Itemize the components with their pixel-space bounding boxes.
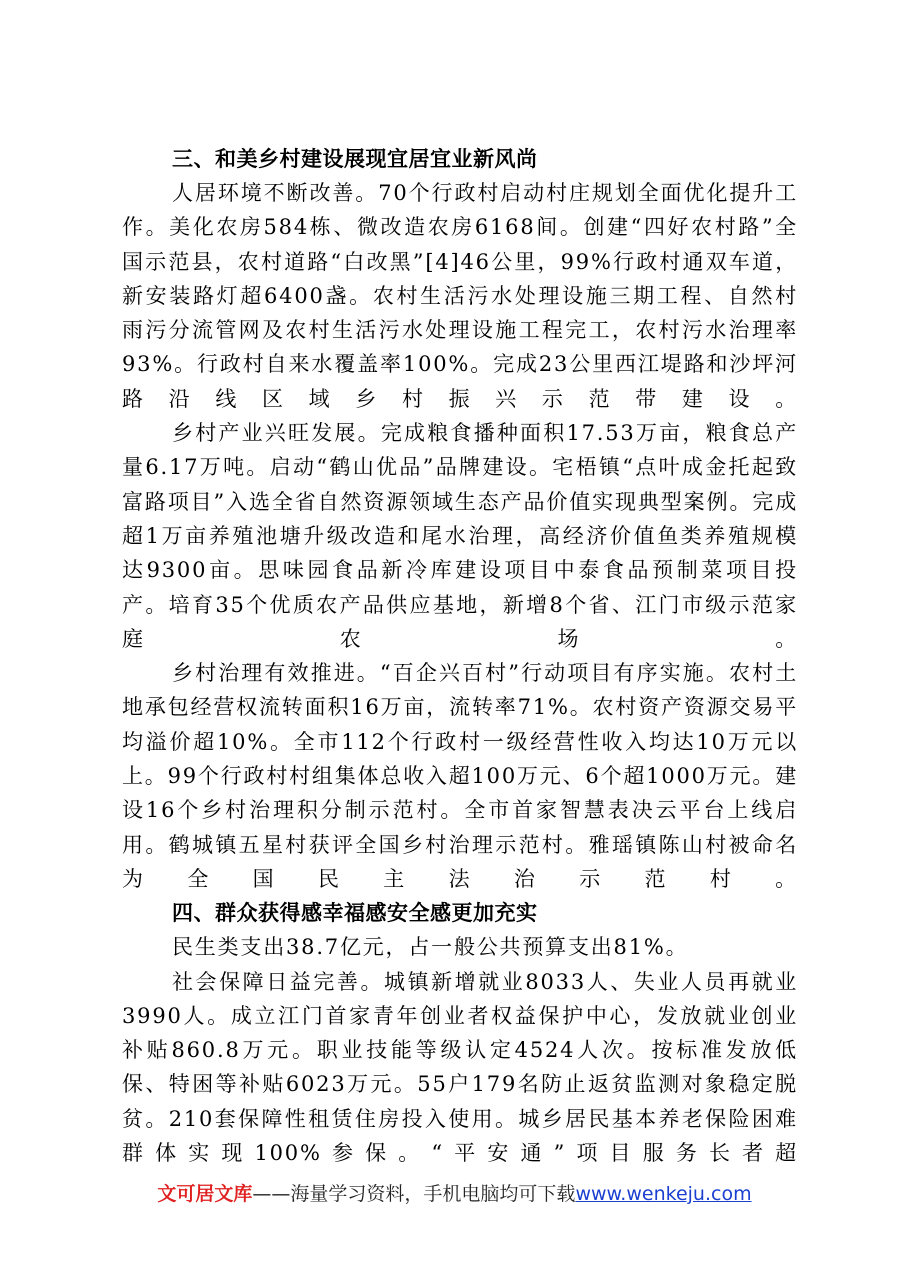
footer-website-link[interactable]: www.wenkeju.com [575, 1183, 752, 1205]
section-heading-4: 四、群众获得感幸福感安全感更加充实 [172, 901, 538, 926]
paragraph-social-security: 社会保障日益完善。城镇新增就业8033人、失业人员再就业3990人。成立江门首家青年创业者权益保护中心，发放就业创业补贴860.8万元。职业技能等级认定4524人次。按标准发放低保、特困等补贴6023万元。55户179名防止返贫监测对象稳定脱贫。210套保障性租赁住房投入使用。城乡居民基本养老保险困难群体实现100%参保。“平安通”项目服务长者超 [122, 969, 798, 1166]
paragraph-rural-industry: 乡村产业兴旺发展。完成粮食播种面积17.53万亩，粮食总产量6.17万吨。启动“鹤山优品”品牌建设。宅梧镇“点叶成金托起致富路项目”入选全省自然资源领域生态产品价值实现典型案例。完成超1万亩养殖池塘升级改造和尾水治理，高经济价值鱼类养殖规模达9300亩。思味园食品新冷库建设项目中泰食品预制菜项目投产。培育35个优质农产品供应基地，新增8个省、江门市级示范家庭农场。 [122, 421, 798, 651]
paragraph-livelihood-spending: 民生类支出38.7亿元，占一般公共预算支出81%。 [172, 935, 689, 960]
document-body [122, 142, 798, 1170]
paragraph-living-environment: 人居环境不断改善。70个行政村启动村庄规划全面优化提升工作。美化农房584栋、微改造农房6168间。创建“四好农村路”全国示范县，农村道路“白改黑”[4]46公里，99%行政村通双车道，新安装路灯超6400盏。农村生活污水处理设施三期工程、自然村雨污分流管网及农村生活污水处理设施工程完工，农村污水治理率93%。行政村自来水覆盖率100%。完成23公里西江堤路和沙坪河路沿线区域乡村振兴示范带建设。 [122, 181, 798, 411]
footer-banner [0, 1180, 909, 1208]
footer-tagline: ——海量学习资料，手机电脑均可下载 [252, 1183, 576, 1205]
footer-brand: 文可居文库 [157, 1183, 253, 1205]
section-heading-3: 三、和美乡村建设展现宜居宜业新风尚 [172, 147, 538, 171]
paragraph-rural-governance: 乡村治理有效推进。“百企兴百村”行动项目有序实施。农村土地承包经营权流转面积16万亩，流转率71%。农村资产资源交易平均溢价超10%。全市112个行政村一级经营性收入均达10万元以上。99个行政村村组集体总收入超100万元、6个超1000万元。建设16个乡村治理积分制示范村。全市首家智慧表决云平台上线启用。鹤城镇五星村获评全国乡村治理示范村。雅瑶镇陈山村被命名为全国民主法治示范村。 [122, 661, 799, 891]
